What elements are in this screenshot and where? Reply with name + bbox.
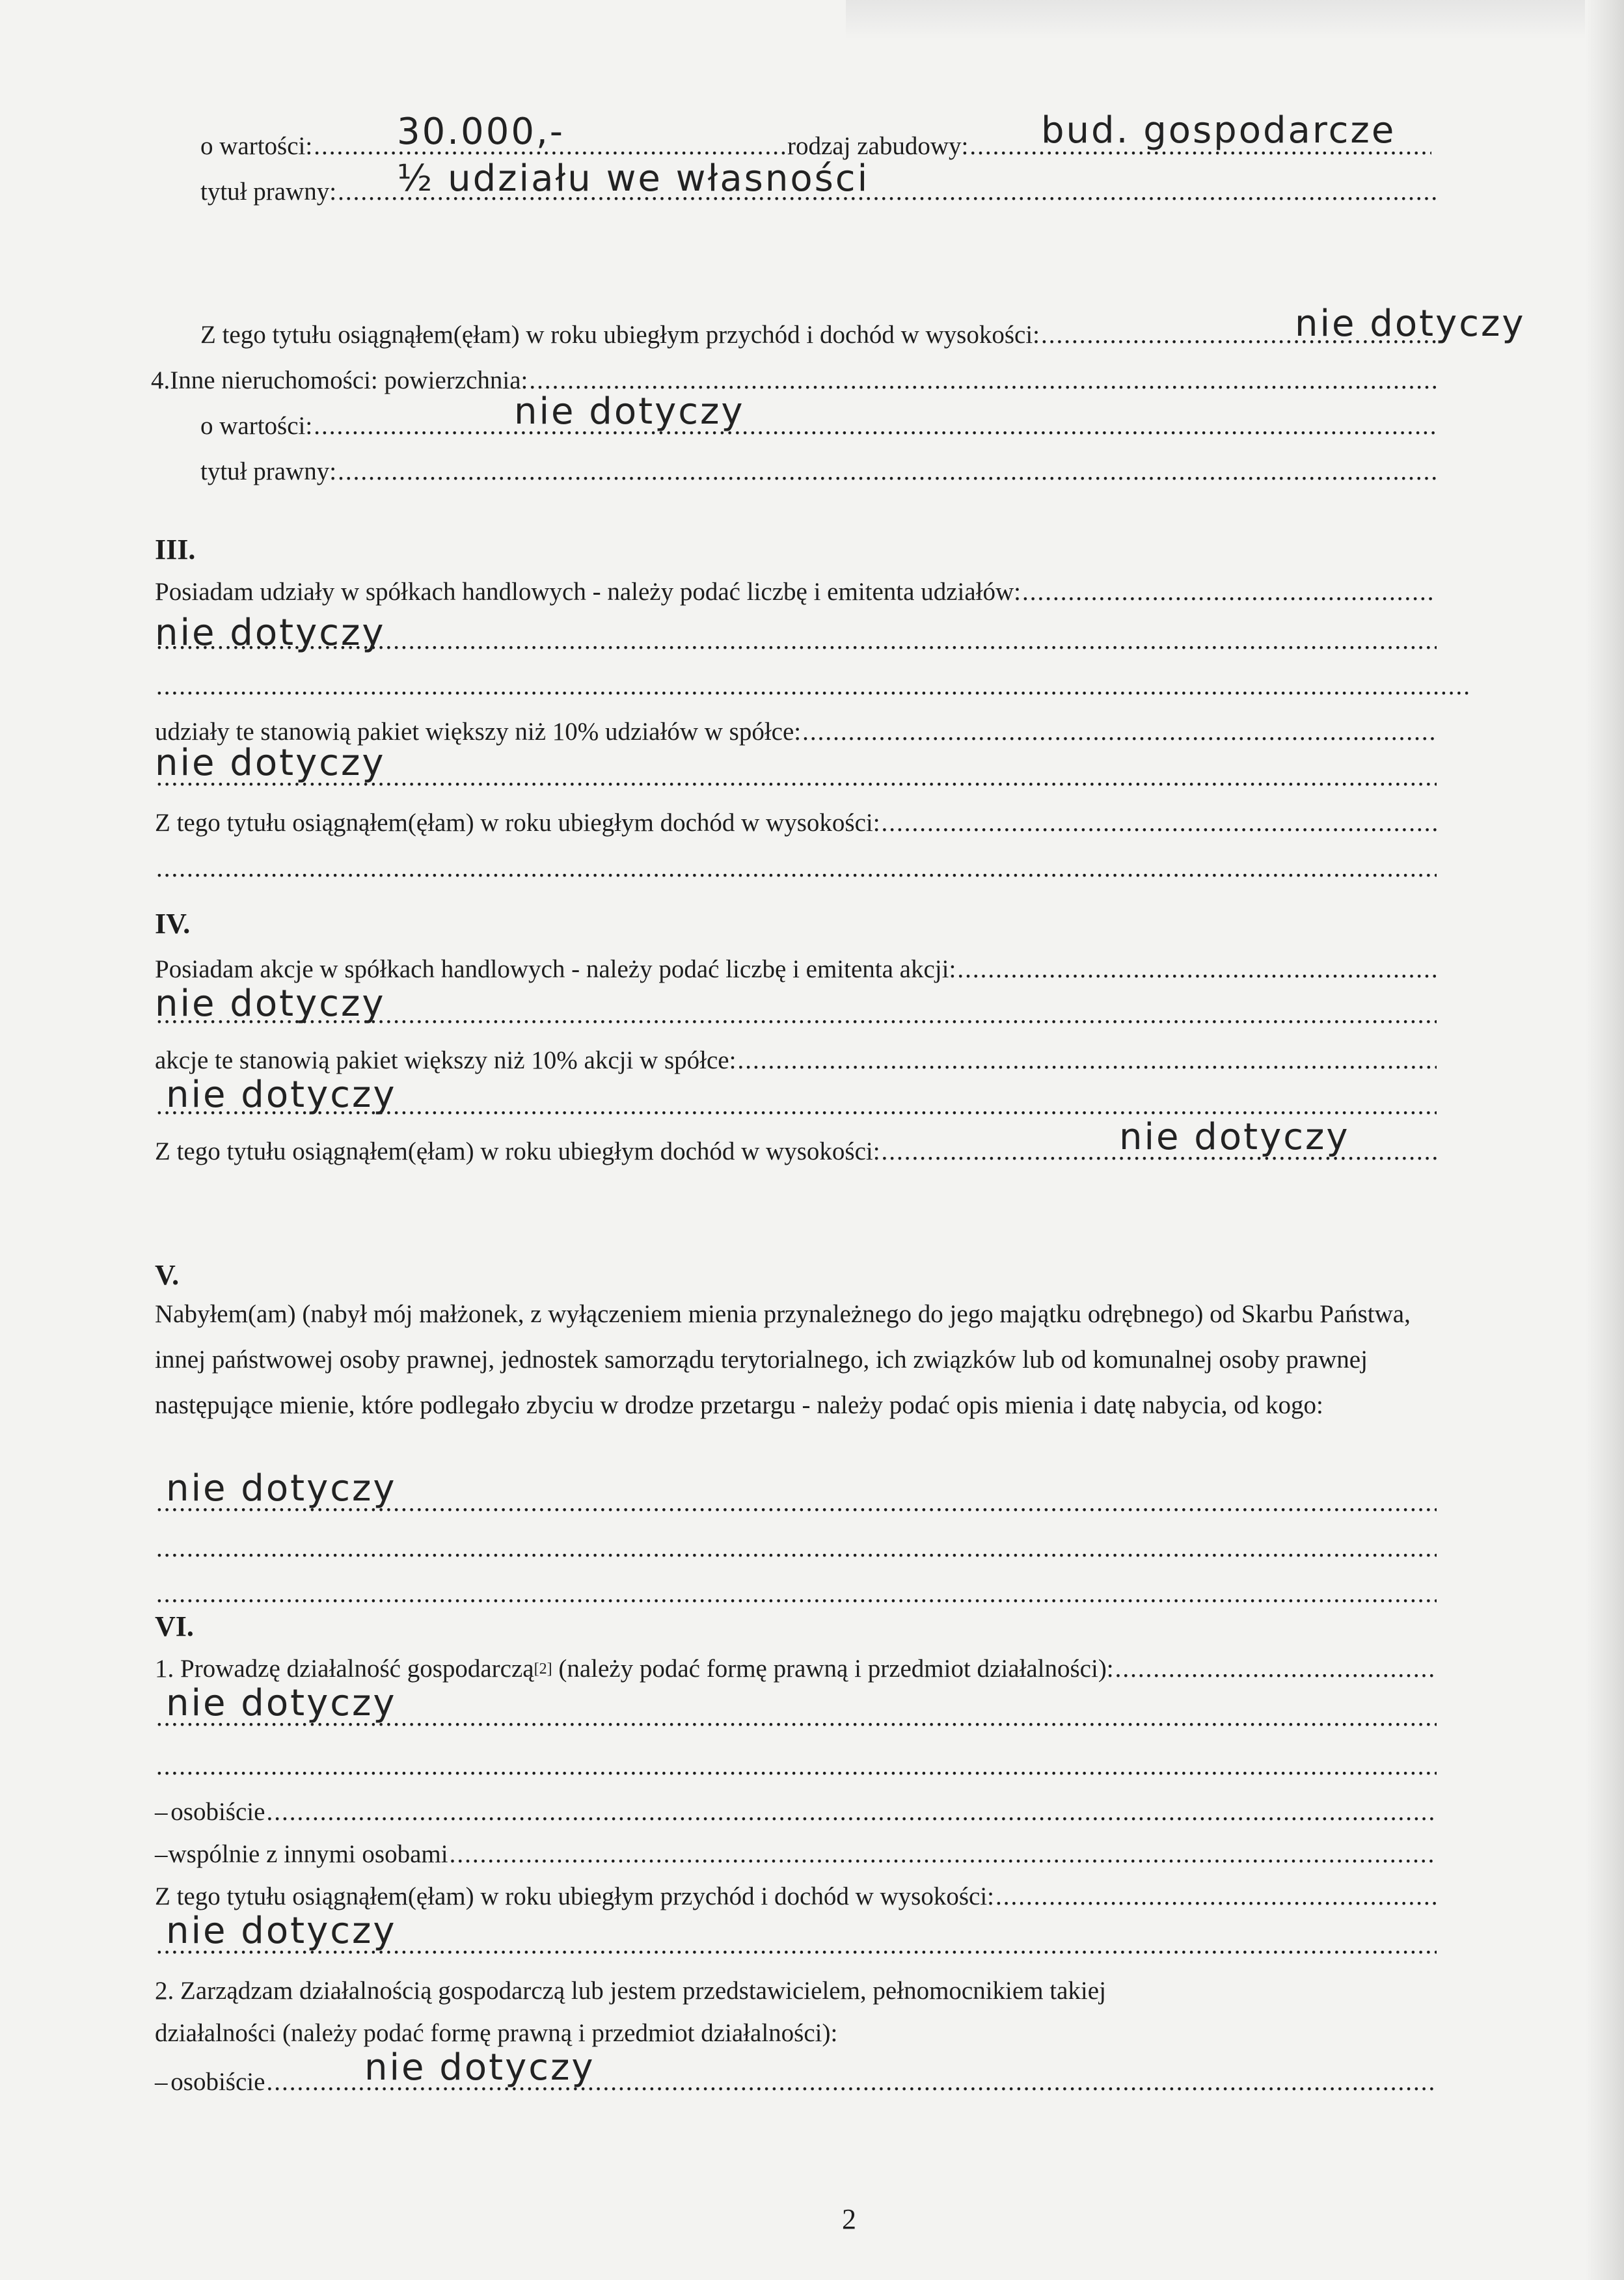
title-label: tytuł prawny: bbox=[200, 178, 337, 206]
section6-item2-line2 bbox=[155, 2017, 1437, 2050]
scan-shadow-top bbox=[846, 0, 1624, 39]
personally-dots bbox=[266, 1796, 1437, 1828]
section6-income-dots bbox=[995, 1880, 1437, 1913]
section4-text2: akcje te stanowią pakiet większy niż 10% akcji w spółce: bbox=[155, 1046, 737, 1074]
section5-paragraph: Nabyłem(am) (nabył mój małżonek, z wyłączeniem mienia przynależnego do jego majątku odrębnego) od Skarbu Państwa, innej państwowej osoby prawnej, jednostek samorządu terytorialnego, ich związków lub od komunalnej osoby prawnej następujące mienie, które podlegało zbyciu w drodze przetargu - należy podać opis mienia i datę nabycia, od kogo: bbox=[155, 1300, 1411, 1419]
section3-text3: Z tego tytułu osiągnąłem(ęłam) w roku ubiegłym dochód w wysokości: bbox=[155, 809, 880, 837]
dash-3: – bbox=[155, 2068, 168, 2096]
value-handwriting: 30.000,- bbox=[397, 111, 565, 153]
section3-line1 bbox=[155, 576, 1437, 608]
section6-item1-post: (należy podać formę prawną i przedmiot działalności): bbox=[552, 1655, 1114, 1683]
section6-item1-line-c bbox=[155, 1750, 1437, 1783]
section3-heading: III. bbox=[155, 534, 196, 565]
section5-dots2 bbox=[156, 1532, 1437, 1565]
section3-dots3b bbox=[156, 852, 1437, 885]
item4-value-line bbox=[200, 410, 1437, 442]
section4-text1: Posiadam akcje w spółkach handlowych - należy podać liczbę i emitenta akcji: bbox=[155, 955, 956, 983]
section3-text1: Posiadam udziały w spółkach handlowych - należy podać liczbę i emitenta udziałów: bbox=[155, 578, 1021, 606]
section3-dots1 bbox=[1022, 576, 1437, 608]
title-handwriting: ½ udziału we własności bbox=[397, 157, 870, 200]
item4-value-dots bbox=[314, 410, 1437, 442]
section5-line2 bbox=[155, 1532, 1437, 1565]
income-label: Z tego tytułu osiągnąłem(ęłam) w roku ubiegłym przychód i dochód w wysokości: bbox=[200, 321, 1040, 349]
section3-line1c bbox=[155, 670, 1469, 703]
section4-line2 bbox=[155, 1044, 1437, 1077]
jointly-label: wspólnie z innymi osobami bbox=[168, 1840, 448, 1868]
section3-text2: udziały te stanowią pakiet większy niż 10% udziałów w spółce: bbox=[155, 718, 802, 746]
dash-2: – bbox=[155, 1840, 168, 1868]
personally2-line bbox=[155, 2066, 1437, 2098]
section3-dots2 bbox=[802, 716, 1437, 748]
item4-value-label: o wartości: bbox=[200, 412, 313, 440]
section5-heading: V. bbox=[155, 1259, 180, 1291]
section6-handwriting1: nie dotyczy bbox=[166, 1682, 397, 1724]
item4-value-handwriting: nie dotyczy bbox=[514, 390, 745, 433]
page-number: 2 bbox=[842, 2203, 856, 2235]
section4-dots1 bbox=[957, 953, 1437, 986]
section3-handwriting2: nie dotyczy bbox=[155, 742, 386, 784]
section3-handwriting1: nie dotyczy bbox=[155, 612, 386, 654]
section6-item1-pre: 1. Prowadzę działalność gospodarczą bbox=[155, 1655, 534, 1683]
jointly-line bbox=[155, 1838, 1437, 1871]
personally-line bbox=[155, 1796, 1437, 1828]
section3-dots1c bbox=[156, 670, 1469, 703]
section3-dots3 bbox=[882, 807, 1437, 839]
section4-handwriting3: nie dotyczy bbox=[1119, 1116, 1350, 1158]
building-label: rodzaj zabudowy: bbox=[787, 132, 969, 160]
income-line bbox=[200, 319, 1437, 351]
item4-line bbox=[151, 364, 1437, 397]
section6-item1-dots bbox=[1115, 1653, 1437, 1685]
section4-handwriting2: nie dotyczy bbox=[166, 1074, 397, 1116]
section6-handwriting3: nie dotyczy bbox=[364, 2046, 595, 2089]
section4-line1 bbox=[155, 953, 1437, 986]
section6-income-line bbox=[155, 1880, 1437, 1913]
dash-1: – bbox=[155, 1798, 168, 1826]
section6-item1-dots-c bbox=[156, 1750, 1437, 1783]
scan-shadow-edge bbox=[1585, 0, 1624, 2280]
section6-item2-text1: 2. Zarządzam działalnością gospodarczą lub jestem przedstawicielem, pełnomocnikiem takiej bbox=[155, 1977, 1106, 2005]
income-handwriting: nie dotyczy bbox=[1295, 303, 1526, 345]
value-label: o wartości: bbox=[200, 132, 313, 160]
section6-item1-line bbox=[155, 1653, 1437, 1685]
section6-heading: VI. bbox=[155, 1610, 194, 1642]
section4-handwriting1: nie dotyczy bbox=[155, 983, 386, 1025]
item4-title-label: tytuł prawny: bbox=[200, 457, 337, 485]
item4-title-dots bbox=[338, 455, 1437, 488]
section3-line3b bbox=[155, 852, 1437, 885]
section6-item2-line1 bbox=[155, 1975, 1437, 2007]
item4-number: 4. bbox=[151, 366, 170, 394]
personally-label: osobiście bbox=[170, 1798, 265, 1826]
section5-handwriting: nie dotyczy bbox=[166, 1467, 397, 1510]
section4-text3: Z tego tytułu osiągnąłem(ęłam) w roku ubiegłym dochód w wysokości: bbox=[155, 1137, 880, 1165]
item4-label: Inne nieruchomości: powierzchnia: bbox=[170, 366, 528, 394]
section6-item2-text2: działalności (należy podać formę prawną i przedmiot działalności): bbox=[155, 2019, 838, 2047]
section3-line3 bbox=[155, 807, 1437, 839]
section6-handwriting2: nie dotyczy bbox=[166, 1910, 397, 1952]
section6-income-label: Z tego tytułu osiągnąłem(ęłam) w roku ubiegłym przychód i dochód w wysokości: bbox=[155, 1882, 994, 1910]
footnote-ref: [2] bbox=[534, 1661, 552, 1677]
section5-dots3 bbox=[156, 1578, 1437, 1610]
personally2-label: osobiście bbox=[170, 2068, 265, 2096]
section4-heading: IV. bbox=[155, 908, 191, 940]
section4-dots2 bbox=[737, 1044, 1437, 1077]
building-handwriting: bud. gospodarcze bbox=[1041, 109, 1396, 152]
item4-title-line bbox=[200, 455, 1437, 488]
section5-line3 bbox=[155, 1578, 1437, 1610]
jointly-dots bbox=[450, 1838, 1437, 1871]
